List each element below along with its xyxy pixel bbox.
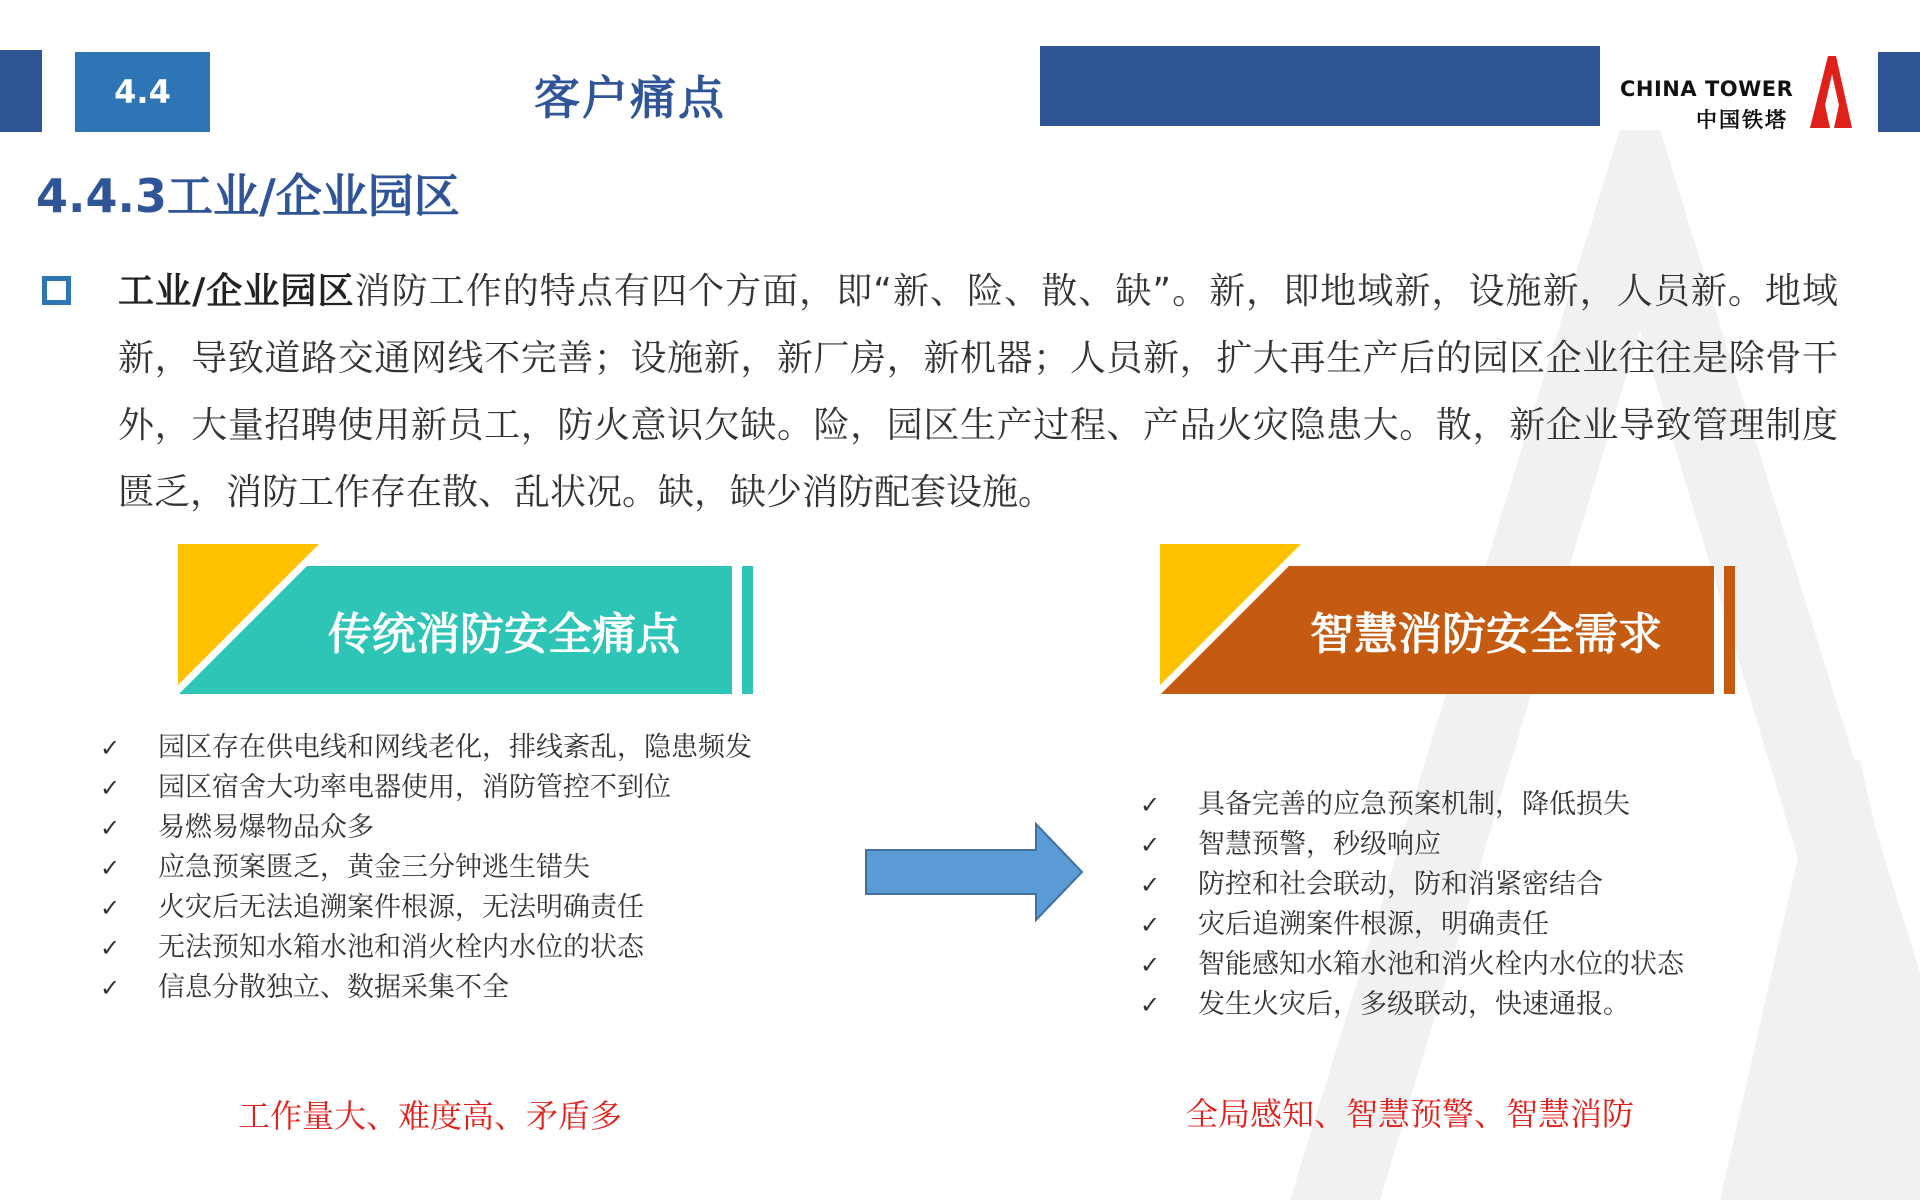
- list-item: ✓ 智能感知水箱水池和消火栓内水位的状态: [1140, 945, 1840, 985]
- intro-paragraph: [118, 258, 1838, 526]
- check-icon: ✓: [100, 814, 121, 842]
- list-item: ✓ 智慧预警，秒级响应: [1140, 825, 1840, 865]
- header-bar-middle: [1040, 46, 1600, 126]
- list-item: ✓ 无法预知水箱水池和消火栓内水位的状态: [100, 928, 800, 968]
- check-icon: ✓: [1140, 951, 1161, 979]
- left-summary: 工作量大、难度高、矛盾多: [237, 1097, 622, 1135]
- list-item: ✓ 应急预案匮乏，黄金三分钟逃生错失: [100, 848, 800, 888]
- check-icon: ✓: [1140, 871, 1161, 899]
- list-item: ✓ 具备完善的应急预案机制，降低损失: [1140, 785, 1840, 825]
- list-item: ✓ 发生火灾后，多级联动，快速通报。: [1140, 985, 1840, 1025]
- list-item: ✓ 信息分散独立、数据采集不全: [100, 968, 800, 1008]
- section-title: 4.4.3工业/企业园区: [36, 169, 460, 223]
- check-icon: ✓: [1140, 791, 1161, 819]
- check-icon: ✓: [100, 974, 121, 1002]
- check-icon: ✓: [1140, 991, 1161, 1019]
- list-item: ✓ 灾后追溯案件根源，明确责任: [1140, 905, 1840, 945]
- check-icon: ✓: [100, 934, 121, 962]
- left-banner: [164, 540, 764, 700]
- logo-text-cn: 中国铁塔: [1696, 108, 1788, 132]
- right-banner: [1146, 540, 1746, 700]
- check-icon: ✓: [1140, 831, 1161, 859]
- check-icon: ✓: [100, 734, 121, 762]
- paragraph-text: 消防工作的特点有四个方面，即“新、险、散、缺”。新，即地域新，设施新，人员新。地域新，导致道路交通网线不完善；设施新，新厂房，新机器；人员新，扩大再生产后的园区企业往往是除骨干外，大量招聘使用新员工，防火意识欠缺。险，园区生产过程、产品火灾隐患大。散，新企业导致管理制度匮乏，消防工作存在散、乱状况。缺，缺少消防配套设施。: [118, 271, 1838, 513]
- left-checklist: [100, 728, 800, 1008]
- right-checklist: [1140, 785, 1840, 1025]
- header-bar-left: [0, 50, 42, 132]
- right-arrow-icon: [862, 820, 1088, 924]
- check-icon: ✓: [1140, 911, 1161, 939]
- list-item: ✓ 易燃易爆物品众多: [100, 808, 800, 848]
- list-item: ✓ 防控和社会联动，防和消紧密结合: [1140, 865, 1840, 905]
- left-banner-title: 传统消防安全痛点: [328, 609, 680, 660]
- right-summary: 全局感知、智慧预警、智慧消防: [1185, 1095, 1634, 1133]
- list-item: ✓ 园区存在供电线和网线老化，排线紊乱，隐患频发: [100, 728, 800, 768]
- check-icon: ✓: [100, 774, 121, 802]
- page-title: 客户痛点: [534, 71, 726, 125]
- header-bar-right: [1878, 52, 1920, 132]
- list-item: ✓ 火灾后无法追溯案件根源，无法明确责任: [100, 888, 800, 928]
- china-tower-logo-icon: [1808, 54, 1854, 130]
- paragraph-lead: 工业/企业园区: [118, 271, 355, 312]
- list-item: ✓ 园区宿舍大功率电器使用，消防管控不到位: [100, 768, 800, 808]
- check-icon: ✓: [100, 894, 121, 922]
- section-number-badge: 4.4: [75, 52, 210, 132]
- check-icon: ✓: [100, 854, 121, 882]
- logo-text-en: CHINA TOWER: [1620, 77, 1794, 101]
- square-bullet-icon: [42, 276, 71, 305]
- right-banner-title: 智慧消防安全需求: [1310, 609, 1662, 660]
